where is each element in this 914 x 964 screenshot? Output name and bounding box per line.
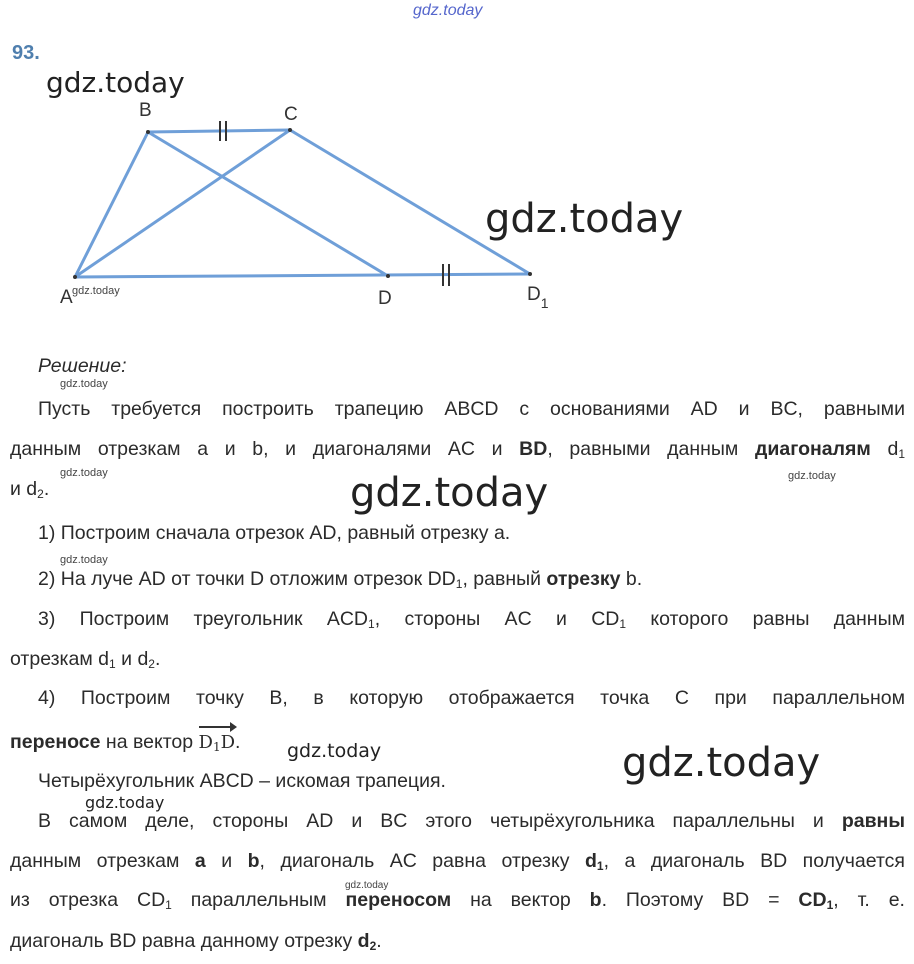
side-cd1: [290, 130, 530, 274]
step-1: 1) Построим сначала отрезок AD, равный отрезку a.: [38, 522, 511, 544]
point-d: [386, 274, 390, 278]
label-c: C: [284, 104, 298, 125]
step-3-line-1: 3) Построим треугольник $ACD_1$, стороны AC и $CD_1$ которого равны данным: [38, 608, 905, 631]
paragraph-1-line-3: и $d_2$.: [10, 478, 50, 501]
watermark-small: gdz.today: [85, 793, 165, 812]
watermark-top: gdz.today: [413, 2, 483, 19]
watermark-small: gdz.today: [60, 554, 108, 566]
vector-d1d: $D_1D$: [199, 730, 236, 755]
paragraph-1-line-2: данным отрезкам a и b, и диагоналями AC и BD, равными данным диагоналям $d_1$: [10, 438, 905, 461]
watermark-figure: gdz.today: [46, 66, 185, 99]
side-ab: [75, 132, 148, 277]
label-d1: $D_1$: [527, 284, 549, 311]
watermark-small: gdz.today: [788, 470, 836, 482]
watermark-small: gdz.today: [60, 467, 108, 479]
line-ad1: [75, 274, 530, 277]
point-a: [73, 275, 77, 279]
watermark-small: gdz.today: [60, 378, 108, 390]
paragraph-2-line-2: данным отрезкам a и b, диагональ AC равна отрезку $d_1$, а диагональ BD получается: [10, 850, 905, 873]
watermark-big-right: gdz.today: [622, 740, 821, 786]
step-2: 2) На луче AD от точки D отложим отрезок $DD_1$, равный отрезку b.: [38, 568, 643, 591]
paragraph-2-line-3: из отрезка $CD_1$ параллельным переносом на вектор b. Поэтому BD = $CD_1$, т. е.: [10, 889, 905, 912]
solution-heading: Решение:: [38, 355, 127, 377]
problem-number: 93.: [12, 42, 40, 64]
label-d: D: [378, 288, 392, 309]
trapezoid-figure: [0, 0, 914, 340]
label-a: A: [60, 287, 73, 308]
watermark-figure-big: gdz.today: [485, 196, 684, 242]
paragraph-2-line-4: диагональ BD равна данному отрезку $d_2$.: [10, 930, 382, 953]
watermark-mid-big: gdz.today: [350, 470, 549, 516]
watermark-figure-small: gdz.today: [72, 285, 120, 297]
watermark-medium: gdz.today: [287, 740, 382, 762]
point-c: [288, 128, 292, 132]
step-4-line-2: переносе на вектор $D_1D$.: [10, 730, 905, 755]
point-b: [146, 130, 150, 134]
label-b: B: [139, 100, 152, 121]
step-3-line-2: отрезкам $d_1$ и $d_2$.: [10, 648, 161, 671]
paragraph-1-line-1: Пусть требуется построить трапецию ABCD с основаниями AD и BC, равными: [38, 398, 905, 420]
paragraph-2-line-1: В самом деле, стороны AD и BC этого четырёхугольника параллельны и равны: [38, 810, 905, 832]
step-4-line-1: 4) Построим точку B, в которую отображается точка C при параллельном: [38, 687, 905, 709]
point-d1: [528, 272, 532, 276]
watermark-small: gdz.today: [345, 880, 389, 891]
conclusion: Четырёхугольник ABCD – искомая трапеция.: [38, 770, 446, 792]
